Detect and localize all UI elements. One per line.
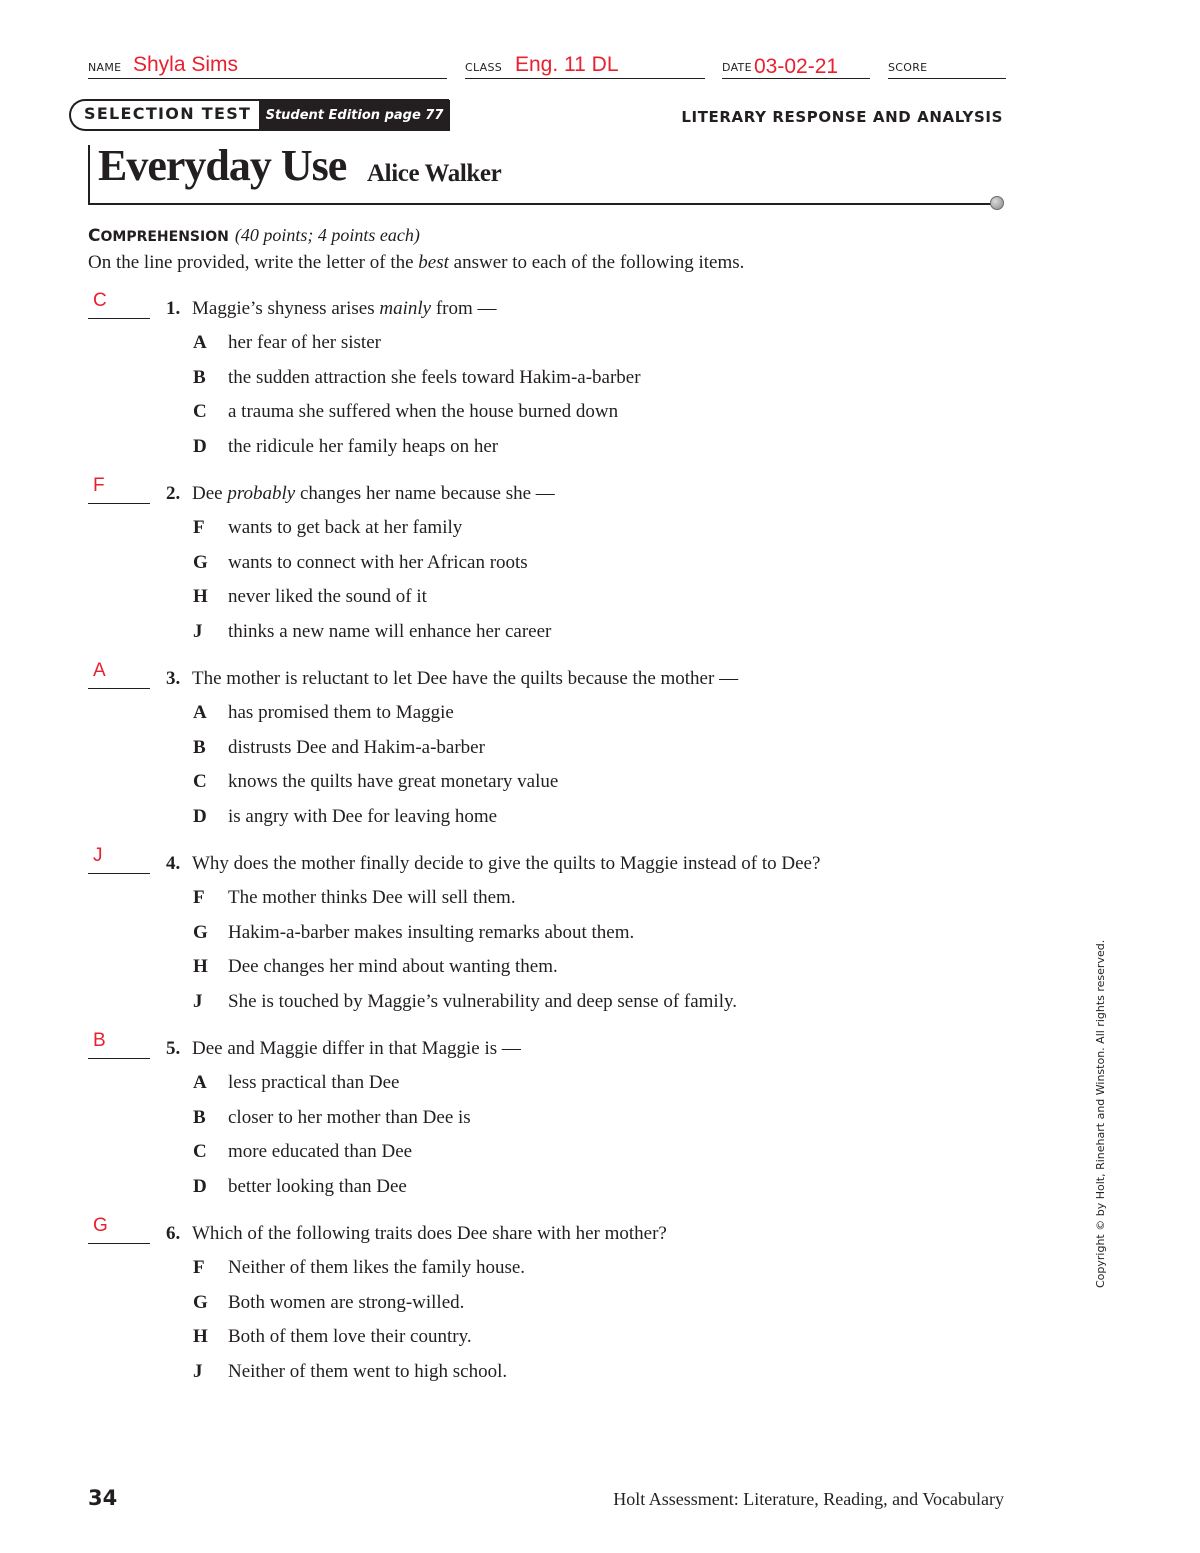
option-text: less practical than Dee xyxy=(228,1072,400,1093)
answer-value[interactable]: B xyxy=(93,1030,106,1051)
option-letter: D xyxy=(193,806,207,828)
option-text: her fear of her sister xyxy=(228,332,381,353)
comprehension-heading xyxy=(88,225,420,246)
option-letter: F xyxy=(193,887,205,908)
option-letter: A xyxy=(193,332,207,353)
option-letter: A xyxy=(193,1072,207,1093)
answer-line[interactable] xyxy=(88,318,150,319)
page-number: 34 xyxy=(88,1486,118,1510)
answer-value[interactable]: C xyxy=(93,290,107,311)
class-label: CLASS xyxy=(465,61,503,74)
option-text: Both of them love their country. xyxy=(228,1326,472,1348)
score-line xyxy=(888,78,1006,79)
option-text: wants to get back at her family xyxy=(228,517,463,538)
name-value[interactable]: Shyla Sims xyxy=(133,53,239,76)
option-letter: G xyxy=(193,551,208,573)
option-letter: C xyxy=(193,771,207,793)
question-number: 6. xyxy=(166,1223,181,1244)
option-letter: D xyxy=(193,436,207,458)
option-text: The mother thinks Dee will sell them. xyxy=(228,887,516,908)
option-text: thinks a new name will enhance her career xyxy=(228,621,552,643)
student-edition-tag: Student Edition page 77 xyxy=(259,100,450,131)
option-letter: H xyxy=(193,1326,208,1348)
heading-rest: OMPREHENSION xyxy=(100,229,229,245)
class-value[interactable]: Eng. 11 DL xyxy=(515,53,619,76)
option-letter: C xyxy=(193,401,207,423)
name-label: NAME xyxy=(88,61,122,74)
option-letter: F xyxy=(193,517,205,538)
option-text: knows the quilts have great monetary value xyxy=(228,771,559,793)
option-letter: H xyxy=(193,956,208,978)
option-text: Hakim-a-barber makes insulting remarks about them. xyxy=(228,921,635,943)
copyright-notice: Copyright © by Holt, Rinehart and Winston. All rights reserved. xyxy=(1094,939,1107,1288)
answer-line[interactable] xyxy=(88,873,150,874)
option-letter: H xyxy=(193,586,208,608)
option-letter: J xyxy=(193,991,203,1013)
question-number: 5. xyxy=(166,1038,181,1059)
answer-line[interactable] xyxy=(88,503,150,504)
option-letter: B xyxy=(193,736,206,758)
question-stem: The mother is reluctant to let Dee have the quilts because the mother — xyxy=(192,668,739,689)
option-text: Dee changes her mind about wanting them. xyxy=(228,956,558,978)
option-letter: B xyxy=(193,366,206,388)
option-letter: G xyxy=(193,1291,208,1313)
option-text: closer to her mother than Dee is xyxy=(228,1106,471,1128)
option-text: a trauma she suffered when the house burned down xyxy=(228,401,619,423)
question-stem: Maggie’s shyness arises mainly from — xyxy=(192,298,497,319)
question-number: 2. xyxy=(166,483,181,504)
selection-test-label: SELECTION TEST xyxy=(84,104,252,123)
question-stem: Dee probably changes her name because she — xyxy=(192,483,555,504)
option-text: the ridicule her family heaps on her xyxy=(228,436,499,458)
option-text: better looking than Dee xyxy=(228,1176,407,1198)
answer-value[interactable]: F xyxy=(93,475,105,496)
answer-value[interactable]: A xyxy=(93,660,106,681)
option-text: She is touched by Maggie’s vulnerability and deep sense of family. xyxy=(228,991,738,1013)
question-stem: Why does the mother finally decide to give the quilts to Maggie instead of to Dee? xyxy=(192,853,821,874)
answer-value[interactable]: J xyxy=(93,845,103,866)
question-stem: Which of the following traits does Dee share with her mother? xyxy=(192,1223,667,1244)
option-letter: J xyxy=(193,621,203,643)
answer-value[interactable]: G xyxy=(93,1215,108,1236)
option-letter: D xyxy=(193,1176,207,1198)
option-text: has promised them to Maggie xyxy=(228,702,454,723)
question-number: 4. xyxy=(166,853,181,874)
answer-line[interactable] xyxy=(88,688,150,689)
option-text: the sudden attraction she feels toward Hakim-a-barber xyxy=(228,366,641,388)
section-kicker: LITERARY RESPONSE AND ANALYSIS xyxy=(681,108,1003,126)
option-text: is angry with Dee for leaving home xyxy=(228,806,498,828)
question-number: 1. xyxy=(166,298,181,319)
option-letter: A xyxy=(193,702,207,723)
name-line xyxy=(88,78,447,79)
book-title: Holt Assessment: Literature, Reading, and Vocabulary xyxy=(613,1489,1004,1509)
rule-end-dot xyxy=(990,196,1004,210)
option-text: never liked the sound of it xyxy=(228,586,427,608)
option-text: Both women are strong-willed. xyxy=(228,1291,465,1313)
author-name: Alice Walker xyxy=(367,160,502,187)
page-title: Everyday Use xyxy=(98,141,347,190)
option-text: distrusts Dee and Hakim-a-barber xyxy=(228,736,485,758)
date-label: DATE xyxy=(722,61,752,74)
score-label: SCORE xyxy=(888,61,928,74)
heading-initial: C xyxy=(88,226,101,246)
date-value[interactable]: 03-02-21 xyxy=(754,55,839,78)
option-letter: G xyxy=(193,921,208,943)
answer-line[interactable] xyxy=(88,1058,150,1059)
date-line xyxy=(722,78,870,79)
question-stem: Dee and Maggie differ in that Maggie is — xyxy=(192,1038,521,1059)
question-number: 3. xyxy=(166,668,181,689)
instructions: On the line provided, write the letter of the best answer to each of the following items. xyxy=(88,252,745,273)
option-text: Neither of them likes the family house. xyxy=(228,1257,526,1278)
option-text: wants to connect with her African roots xyxy=(228,551,528,573)
class-line xyxy=(465,78,705,79)
option-letter: F xyxy=(193,1257,205,1278)
option-text: Neither of them went to high school. xyxy=(228,1361,508,1383)
points-note: (40 points; 4 points each) xyxy=(234,225,420,245)
option-letter: C xyxy=(193,1141,207,1163)
option-letter: J xyxy=(193,1361,203,1383)
option-text: more educated than Dee xyxy=(228,1141,413,1163)
answer-line[interactable] xyxy=(88,1243,150,1244)
option-letter: B xyxy=(193,1106,206,1128)
